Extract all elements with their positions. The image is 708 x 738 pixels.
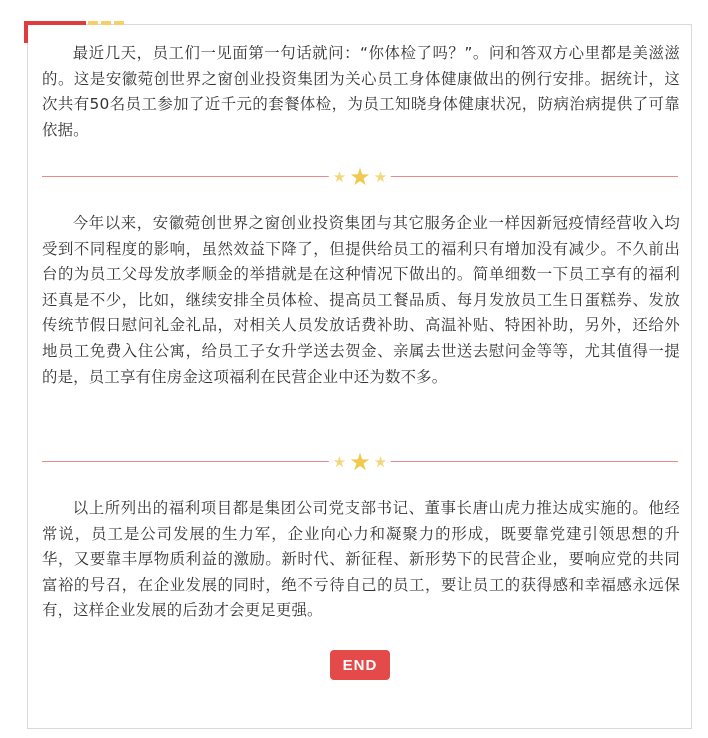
- star-icon: ★: [373, 452, 388, 471]
- paragraph-3: 以上所列出的福利项目都是集团公司党支部书记、董事长唐山虎力推达成实施的。他经常说，员工是公司发展的生力军，企业向心力和凝聚力的形成，既要靠党建引领思想的升华，又要靠丰厚物质利益的激励。新时代、新征程、新形势下的民营企业，要响应党的共同富裕的号召，在企业发展的同时，绝不亏待自己的员工，要让员工的获得感和幸福感永远保有，这样企业发展的后劲才会更足更强。: [42, 499, 680, 620]
- divider-stars: [329, 165, 391, 189]
- paragraph-1: 最近几天，员工们一见面第一句话就问：“你体检了吗？”。问和答双方心里都是美滋滋的。这是安徽菀创世界之窗创业投资集团为关心员工身体健康做出的例行安排。据统计，这次共有50名员工参加了近千元的套餐体检，为员工知晓身体健康状况，防病治病提供了可靠依据。: [42, 44, 680, 139]
- star-icon: ★: [332, 167, 347, 186]
- star-divider-2: [42, 450, 678, 474]
- divider-stars: [329, 450, 391, 474]
- star-icon: ★: [332, 452, 347, 471]
- paragraph-2: 今年以来，安徽菀创世界之窗创业投资集团与其它服务企业一样因新冠疫情经营收入均受到不同程度的影响，虽然效益下降了，但提供给员工的福利只有增加没有减少。不久前出台的为员工父母发放孝顺金的举措就是在这种情况下做出的。简单细数一下员工享有的福利还真是不少，比如，继续安排全员体检、提高员工餐品质、每月发放员工生日蛋糕券、发放传统节假日慰问礼金礼品，对相关人员发放话费补助、高温补贴、特困补助，另外，还给外地员工免费入住公寓，给员工子女升学送去贺金、亲属去世送去慰问金等等，尤其值得一提的是，员工享有住房金这项福利在民营企业中还为数不多。: [42, 214, 680, 386]
- star-icon: ★: [373, 167, 388, 186]
- corner-accent-gold-2: [101, 21, 111, 25]
- corner-accent-gold-1: [88, 21, 98, 25]
- star-divider-1: [42, 165, 678, 189]
- end-badge: END: [330, 650, 390, 680]
- star-icon: ★: [349, 448, 371, 476]
- corner-accent-red-vertical: [24, 21, 28, 43]
- star-icon: ★: [349, 163, 371, 191]
- corner-accent-gold-3: [114, 21, 124, 25]
- corner-accent-red: [24, 21, 86, 25]
